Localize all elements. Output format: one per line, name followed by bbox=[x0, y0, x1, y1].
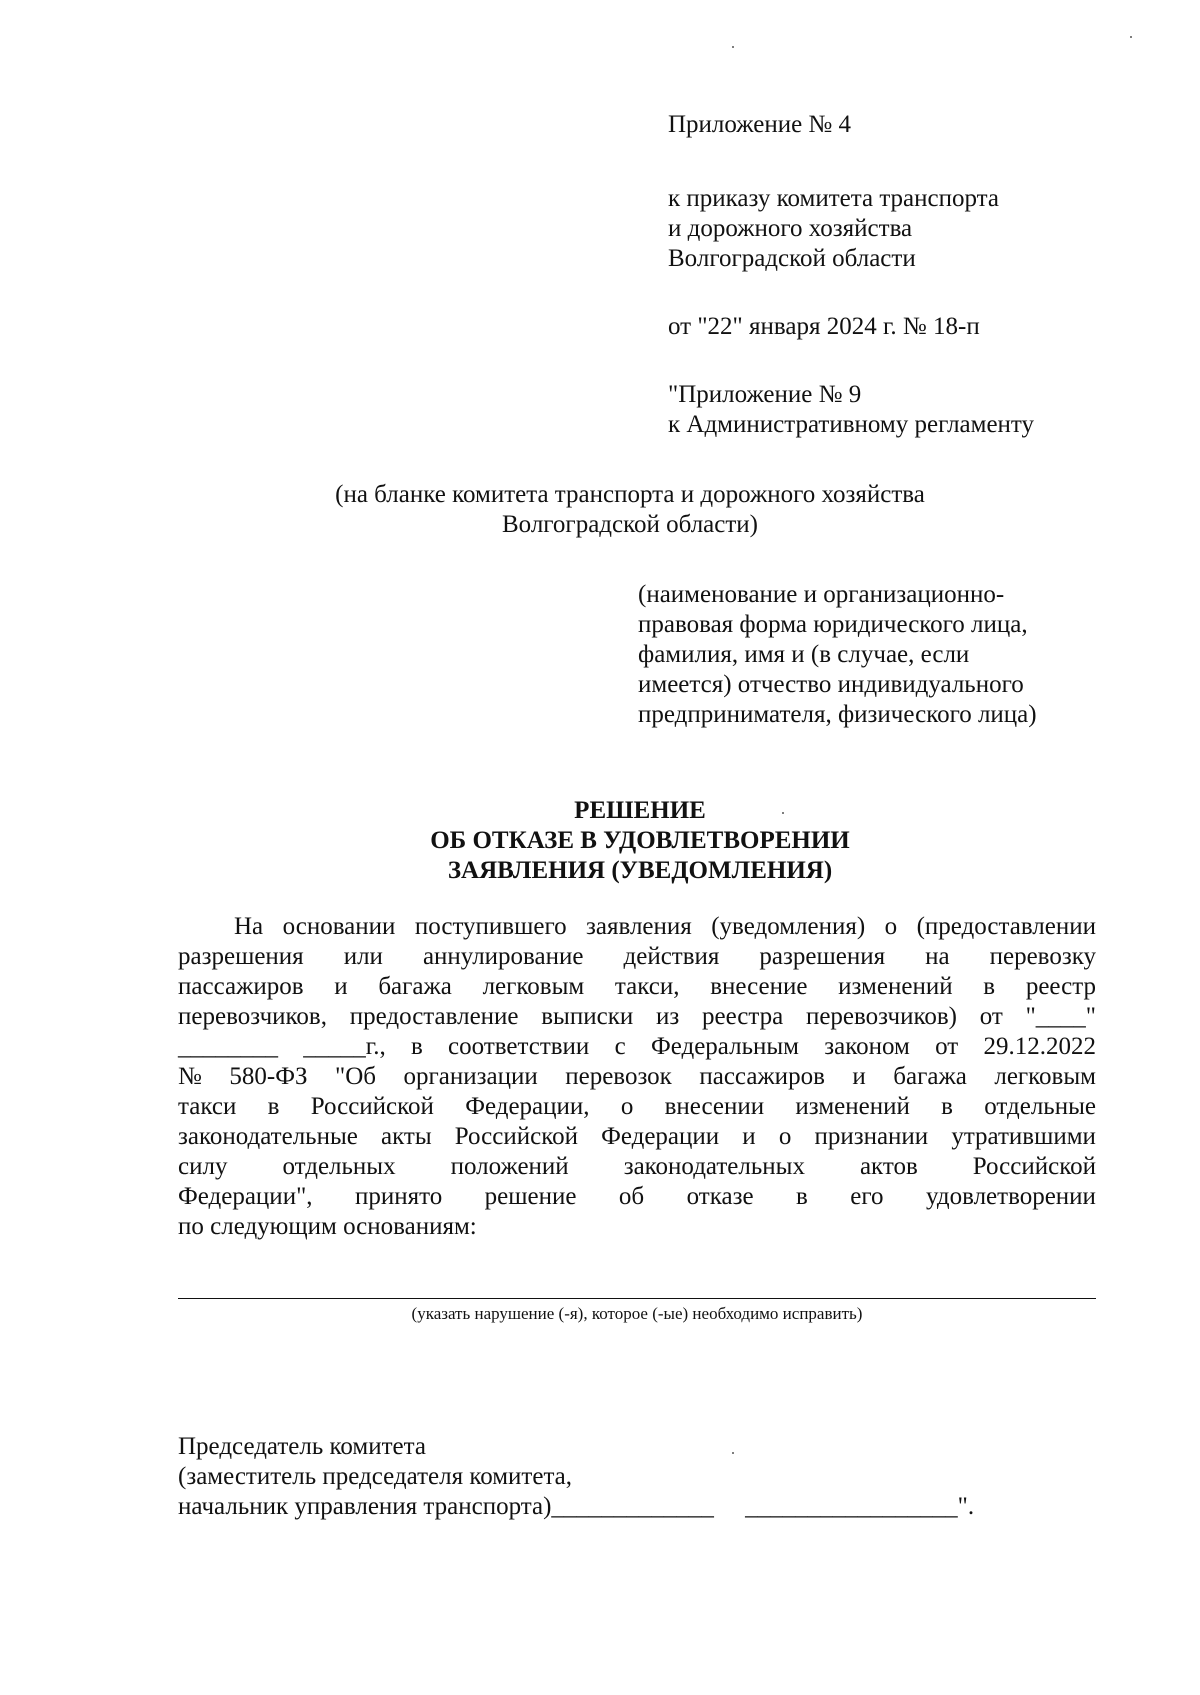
scan-speck bbox=[1130, 36, 1132, 38]
signature-line: начальник управления транспорта)_____________ _________________". bbox=[178, 1493, 975, 1520]
regulation-line: "Приложение № 9 bbox=[668, 381, 862, 408]
order-line: к приказу комитета транспорта bbox=[668, 185, 999, 212]
addressee-line: предпринимателя, физического лица) bbox=[638, 701, 1037, 728]
order-line: Волгоградской области bbox=[668, 245, 916, 272]
body-line: пассажиров и багажа легковым такси, внесение изменений в реестр bbox=[178, 973, 1096, 1000]
body-paragraph bbox=[178, 912, 1096, 1242]
appendix-order bbox=[668, 184, 999, 274]
decision-title-line: РЕШЕНИЕ bbox=[574, 797, 706, 824]
body-line: законодательные акты Российской Федерации и о признании утратившими bbox=[178, 1123, 1096, 1150]
regulation-line: к Административному регламенту bbox=[668, 411, 1035, 438]
addressee-line: (наименование и организационно- bbox=[638, 581, 1005, 608]
regulation-reference bbox=[668, 380, 1034, 440]
decision-title-line: ОБ ОТКАЗЕ В УДОВЛЕТВОРЕНИИ bbox=[430, 827, 850, 854]
appendix-date bbox=[668, 312, 980, 342]
addressee-line: имеется) отчество индивидуального bbox=[638, 671, 1024, 698]
blank-note-line: (на бланке комитета транспорта и дорожного хозяйства bbox=[335, 481, 925, 508]
scan-speck bbox=[732, 1452, 734, 1454]
signature-line: (заместитель председателя комитета, bbox=[178, 1463, 573, 1490]
addressee-line: правовая форма юридического лица, bbox=[638, 611, 1028, 638]
blank-note bbox=[270, 480, 990, 540]
addressee-line: фамилия, имя и (в случае, если bbox=[638, 641, 970, 668]
body-line: такси в Российской Федерации, о внесении изменений в отдельные bbox=[178, 1093, 1096, 1120]
date-line: от "22" января 2024 г. № 18-п bbox=[668, 313, 980, 340]
violation-caption: (указать нарушение (-я), которое (-ые) необходимо исправить) bbox=[411, 1304, 863, 1323]
appendix-title: Приложение № 4 bbox=[668, 111, 852, 138]
body-line: силу отдельных положений законодательных актов Российской bbox=[178, 1153, 1096, 1180]
order-line: и дорожного хозяйства bbox=[668, 215, 913, 242]
scan-speck bbox=[782, 812, 784, 814]
body-line: На основании поступившего заявления (уведомления) о (предоставлении bbox=[234, 913, 1096, 940]
scan-speck bbox=[732, 46, 734, 48]
addressee-block bbox=[638, 580, 1037, 730]
violation-underline bbox=[178, 1298, 1096, 1299]
decision-title-line: ЗАЯВЛЕНИЯ (УВЕДОМЛЕНИЯ) bbox=[447, 857, 833, 884]
body-line: по следующим основаниям: bbox=[178, 1213, 477, 1240]
body-line: № 580-ФЗ "Об организации перевозок пассажиров и багажа легковым bbox=[178, 1063, 1096, 1090]
body-line: перевозчиков, предоставление выписки из реестра перевозчиков) от "____" bbox=[178, 1003, 1096, 1030]
signature-line: Председатель комитета bbox=[178, 1433, 426, 1460]
body-line: Федерации", принято решение об отказе в его удовлетворении bbox=[178, 1183, 1096, 1210]
appendix-header bbox=[668, 110, 851, 140]
blank-note-line: Волгоградской области) bbox=[501, 511, 759, 538]
decision-title bbox=[280, 796, 1000, 886]
body-line: разрешения или аннулирование действия разрешения на перевозку bbox=[178, 943, 1096, 970]
body-line: ________ _____г., в соответствии с Федеральным законом от 29.12.2022 bbox=[178, 1033, 1096, 1060]
signature-block bbox=[178, 1432, 974, 1522]
